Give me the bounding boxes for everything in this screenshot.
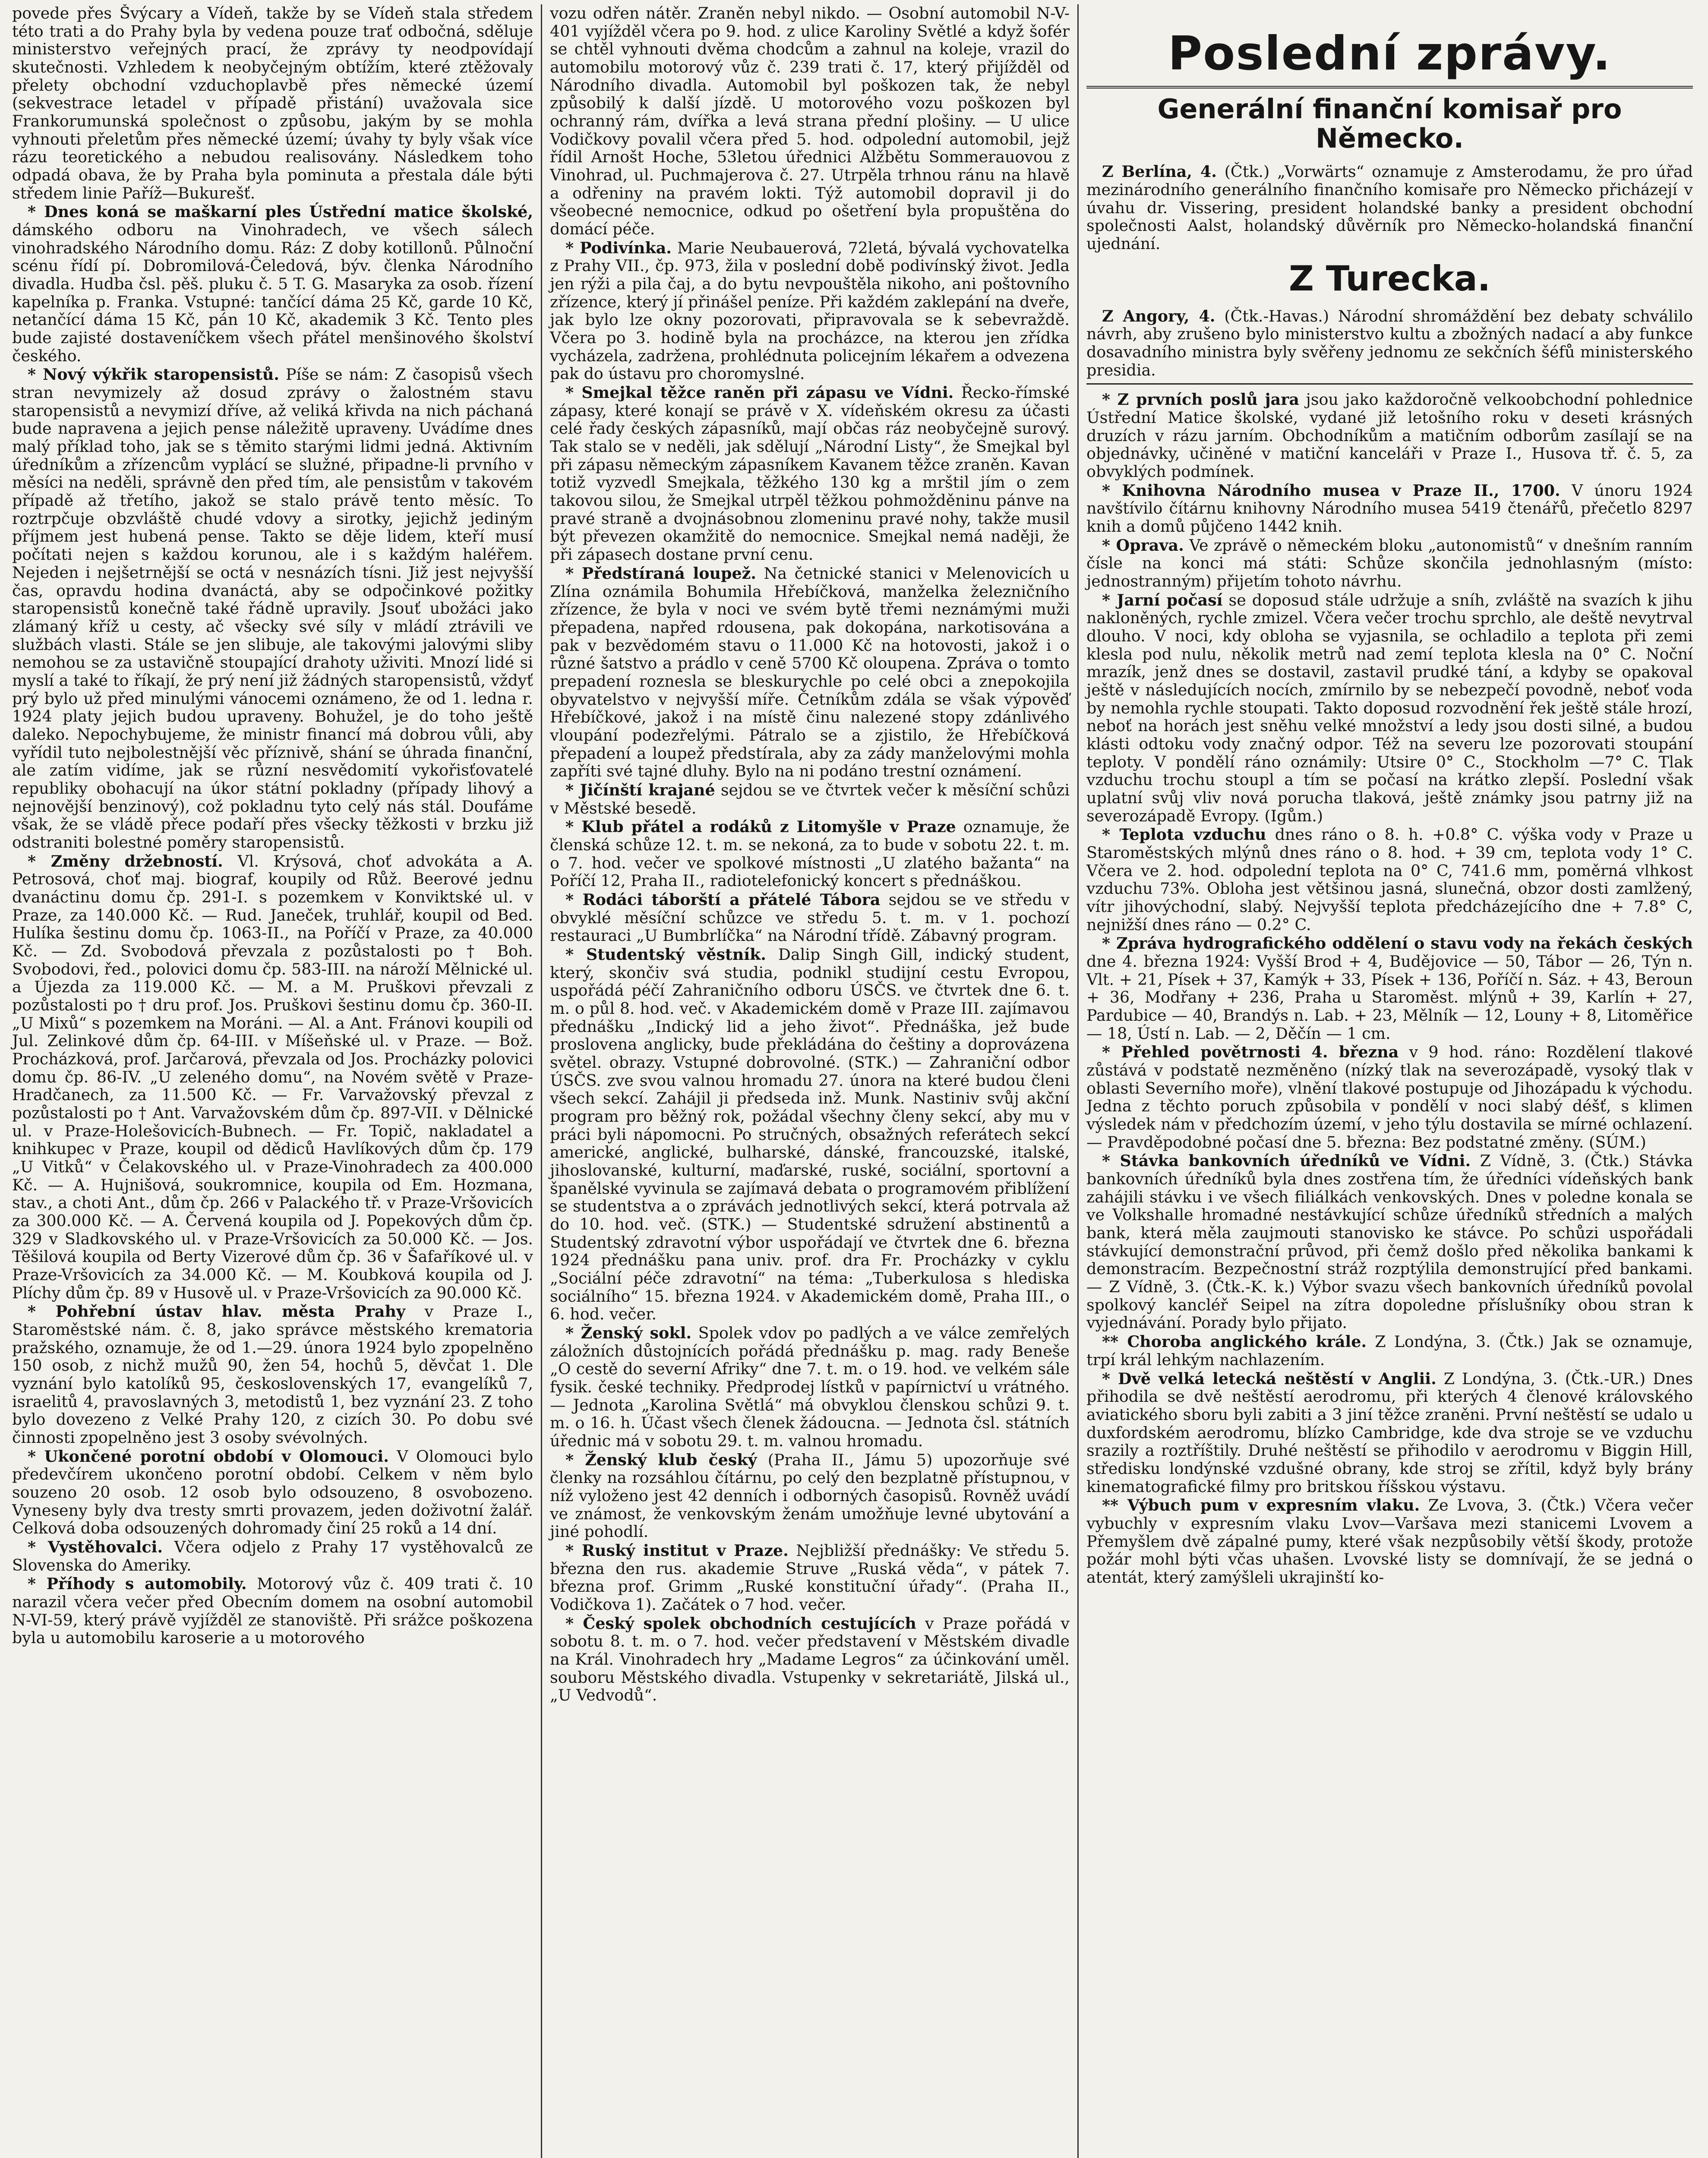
news-text: Dalip Singh Gill, indický student, který, skončiv svá studia, podnikl studijní cestu Evropou, uspořádá péčí Zahraničního odboru ÚSČS. ve čtvrtek dne 6. t. m. o půl 8. hod. več. v Akademickém domě v Praze III. zajímavou přednášku „Indický lid a jeho život“. Přednáška, jež bude proslovena anglicky, bude překládána do češtiny a doprovázena světel. obrazy. Vstupné dobrovolné. (STK.) — Zahraniční odbor ÚSČS. zve svou valnou hromadu 27. února na které budou členi všech sekcí. Zahájil ji předseda inž. Munk. Nastiniv svůj akční program pro běžný rok, požádal všechny členy sekcí, aby mu v práci byli nápomocni. Po stručných, obsažných referátech sekcí americké, anglické, bulharské, dánské, francouzské, italské, jihoslovanské, kulturní, maďarské, ruské, sociální, sportovní a španělské vyvinula se zajímavá debata o programovém přiblížení se studentstva a o zprávách jednotlivých sekcí, která potrvala až do 10. hod. več. (STK.) — Studentské sdružení abstinentů a Studentský zdravotní výbor uspořádají ve čtvrtek dne 6. března 1924 přednášku pana univ. prof. dra Fr. Procházky v cyklu „Sociální péče zdravotní“ na téma: „Tuberkulosa s hlediska sociálního“ 15. března 1924. v Akademickém domě, Praha III., o 6. hod. večer.	[550, 945, 1070, 1324]
news-text: sejdou se ve středu v obvyklé měsíční schůzce ve středu 5. t. m. v 1. pochozí restauraci „U Bumbrlíčka“ na Národní třídě. Zábavný program.	[550, 890, 1070, 945]
news-text: jsou jako každoročně velkoobchodní pohlednice Ústřední Matice školské, vydané již letošního roku v deseti krásných druzích v rázu jarním. Obchodníkům a matičním odborům zasílají se na objednávky, učiněné v matiční kanceláři v Praze I., Husova tř. č. 5, za obvyklých podmínek.	[1086, 390, 1693, 481]
news-heading: * Dnes koná se maškarní ples Ústřední matice školské,	[28, 202, 533, 221]
news-heading: * Přehled povětrnosti 4. března	[1102, 1043, 1399, 1062]
news-text: Ze Lvova, 3. (Čtk.) Včera večer vybuchly v expresním vlaku Lvov—Varšava mezi stanicemi Lvovem a Přemyšlem dvě zápalné pumy, které však nezpůsobily větší škody, protože požár mohl býti včas uhašen. Lvovské listy se domnívají, že se jedná o atentát, který zamýšleli ukrajinští ko-	[1086, 1496, 1693, 1587]
news-paragraph	[550, 239, 1070, 383]
news-text: Píše se nám: Z časopisů všech stran nevymizely až dosud zprávy o žalostném stavu staropensistů a nevymizí dříve, až veliká křivda na nich páchaná bude napravena a jejich pense náležitě upraveny. Uvádíme dnes malý příklad toho, jak se s těmito starými lidmi jedná. Aktivním úředníkům a zřízencům vyplácí se služné, připadne-li prvního v měsíci na neděli, správně den před tím, ale pensistům v takovém případě až třetího, jakož se stalo právě tento měsíc. To roztrpčuje obzvláště chudé vdovy a sirotky, jejichž jediným příjmem jest hubená pense. Takto se děje lidem, kteří musí počítati nejen s každou korunou, ale i s každým haléřem. Nejeden i nejšetrnější se octá v nesnázích tísni. Již jest nejvyšší čas, opravdu hodina dvanáctá, aby se odpočinkové požitky staropensistů konečně také řádně upravily. Jsouť ubožáci jako zlámaný kříž u cesty, ač všecky své síly v mládí ztrávili ve službách vlasti. Stále se jen slibuje, ale takovými jalovými sliby nemohou se za ustavičně stoupající drahoty uživiti. Mnozí lidé si myslí a také to říkají, že prý není již žádných staropensistů, vždyť prý bylo už před minulými vánocemi oznámeno, že od 1. ledna r. 1924 platy jejich budou upraveny. Bohužel, je do toho ještě daleko. Nepochybujeme, že ministr financí má dobrou vůli, aby vyřídil tuto nejbolestnější věc příznivě, shání se úhrada finanční, ale zatím vidíme, jak se různí nesvědomití vykořisťovatelé republiky obohacují na úkor státní pokladny (případy lihový a nejnovější benzinový), což pokladnu tyto celý nás stál. Doufáme však, že se vládě přece podaří přes všecky těžkosti v brzku již odstraniti bolestné poměry staropensistů.	[12, 365, 533, 852]
news-heading: * Ukončené porotní období v Olomouci.	[28, 1447, 389, 1466]
news-heading: * Ženský sokl.	[565, 1324, 691, 1343]
news-text: v Praze pořádá v sobotu 8. t. m. o 7. hod. večer představení v Městském divadle na Král. Vinohradech hry „Madame Legros“ za účinkování uměl. souboru Městského divadla. Vstupenky v sekretariátě, Jilská ul., „U Vedvodů“.	[550, 1614, 1070, 1705]
news-paragraph	[550, 781, 1070, 817]
news-heading: * Zpráva hydrografického oddělení o stavu vody na řekách českých	[1102, 934, 1693, 953]
news-heading: * Jarní počasí	[1102, 590, 1223, 609]
news-heading: * Oprava.	[1102, 536, 1184, 555]
news-paragraph	[1086, 591, 1693, 825]
news-heading: * Pohřební ústav hlav. města Prahy	[28, 1302, 406, 1321]
news-paragraph	[12, 852, 533, 1302]
news-heading: Z Berlína, 4.	[1102, 162, 1217, 181]
newspaper-page	[4, 4, 1701, 2158]
news-text: povede přes Švýcary a Vídeň, takže by se Vídeň stala středem této trati a do Prahy byla by vedena pouze trať odbočná, sděluje ministerstvo veřejných prací, že zprávy ty neodpovídají skutečnosti. Vzhledem k neobyčejným obtížím, které ztěžovaly přelety obchodní vzduchoplavbě přes německé území (sekvestrace letadel v případě přistání) uvažovala sice Frankorumunská společnost o způsobu, jakým by se mohla vyhnouti přeletům přes německé území; úvahy ty byly však více rázu teoretického a nebudou realisovány. Následkem toho odpadá obava, že by Praha byla pominuta a přestala dále býti středem linie Paříž—Bukurešť.	[12, 4, 533, 202]
news-paragraph	[1086, 1152, 1693, 1332]
news-paragraph	[12, 203, 533, 365]
article-germany	[1086, 163, 1693, 252]
news-heading: * Stávka bankovních úředníků ve Vídni.	[1102, 1152, 1471, 1170]
news-text: Z Vídně, 3. (Čtk.) Stávka bankovních úředníků byla dnes zostřena tím, že úředníci vídeňských bank zahájili stávku i ve všech filiálkách venkovských. Dnes v poledne konala se ve Volkshalle hromadné nestávkující schůze úředníků středních a malých bank, která měla zaujmouti stanovisko ke stávce. Po schůzi uspořádali stávkující demonstrační průvod, při čemž došlo před několika bankami k demonstracím. Bezpečnostní stráž rozptýlila demonstrující před bankami. — Z Vídně, 3. (Čtk.-K. k.) Výbor svazu všech bankovních úředníků povolal spolkový kancléř Seipel na zítra dopoledne příslušníky obou stran k vyjednávání. Porady bylo přijato.	[1086, 1152, 1693, 1332]
news-paragraph	[1086, 482, 1693, 536]
article-turkey	[1086, 307, 1693, 379]
column-left	[4, 4, 541, 2158]
news-paragraph	[1086, 307, 1693, 379]
news-text: sejdou se ve čtvrtek večer k měsíční schůzi v Městské besedě.	[550, 780, 1070, 817]
news-paragraph	[12, 366, 533, 851]
news-text: se doposud stále udržuje a sníh, zvláště na svazích k jihu nakloněných, rychle zmizel. Včera večer trochu sprchlo, ale deště nevytrval dlouho. V noci, kdy obloha se vyjasnila, se ochladilo a teplota při zemi klesla pod nulu, několik metrů nad zemí teplota klesla na 0° C. Noční mrazík, jenž dnes se dostavil, zastavil prudké tání, a kdyby se opakoval ještě v následujících nocích, zmírnilo by se nebezpečí povodně, neboť voda by nemohla rychle stoupati. Takto doposud rozvodnění řek ještě stále hrozí, neboť na horách jest sněhu velké množství a ledy jsou dosti silné, a budou klásti odtoku vody značný odpor. Též na severu lze pozorovati stoupání teploty. V pondělí ráno oznámily: Utsire 0° C., Stockholm —7° C. Tlak vzduchu trochu stoupl a tím se počasí na krátko zlepší. Poslední však uplatní svůj vliv nová porucha tlaková, ještě známky jsou patrny již na severozápadě Evropy. (Igům.)	[1086, 590, 1693, 825]
news-heading: * Nový výkřik staropensistů.	[28, 365, 279, 384]
news-text: Motorový vůz č. 409 trati č. 10 narazil včera večer před Obecním domem na osobní automobil N-VI-59, který právě vyjížděl ze stanoviště. Při srážce poškozena byla u automobilu karoserie a u motorového	[12, 1574, 533, 1647]
news-text: Z Londýna, 3. (Čtk.) Jak se oznamuje, trpí král lehkým nachlazením.	[1086, 1332, 1693, 1369]
news-text: dámského odboru na Vinohradech, ve všech sálech vinohradského Národního domu. Ráz: Z doby kotillonů. Půlnoční scénu řídí pí. Dobromilová-Čeledová, býv. členka Národního divadla. Hudba čsl. pěš. pluku č. 5 T. G. Masaryka za osob. řízení kapelníka p. Franka. Vstupné: tančící dáma 25 Kč, garde 10 Kč, netančící dáma 15 Kč, pán 10 Kč, akademik 3 Kč. Tento ples bude zajisté dostaveníčkem všech přátel menšinového školství českého.	[12, 221, 533, 365]
news-paragraph	[1086, 1333, 1693, 1369]
news-paragraph	[1086, 1370, 1693, 1496]
section-divider	[1086, 383, 1693, 385]
news-paragraph	[550, 891, 1070, 945]
news-paragraph	[1086, 391, 1693, 480]
news-heading: * Podivínka.	[565, 238, 672, 257]
news-text: dne 4. března 1924: Vyšší Brod + 4, Budějovice — 50, Tábor — 26, Týn n. Vlt. + 21, Písek + 37, Kamýk + 33, Písek + 136, Poříčí n. Sáz. + 43, Beroun + 36, Modřany + 236, Praha u Staroměst. mlýnů + 39, Karlín + 27, Pardubice — 40, Brandýs n. Lab. + 23, Mělník — 12, Louny + 8, Litoměřice — 18, Ústí n. Lab. — 2, Děčín — 1 cm.	[1086, 952, 1693, 1043]
news-heading: * Dvě velká letecká neštěstí v Anglii.	[1102, 1369, 1436, 1388]
news-heading: Z Angory, 4.	[1102, 306, 1215, 325]
news-paragraph	[12, 1575, 533, 1647]
news-heading: * Klub přátel a rodáků z Litomyšle v Praze	[565, 817, 956, 836]
news-text: V únoru 1924 navštívilo čítárnu knihovny Národního musea 5419 čtenářů, přečetlo 8297 knih a domů půjčeno 1442 knih.	[1086, 481, 1693, 536]
news-text: Vl. Krýsová, choť advokáta a A. Petrosová, choť maj. biograf, koupily od Růž. Beerové jednu dvanáctinu domu čp. 291-I. s pozemkem v Konviktské ul. v Praze, za 140.000 Kč. — Rud. Janeček, truhlář, koupil od Bed. Hulíka šestinu domu čp. 1063-II., na Poříčí v Praze, za 40.000 Kč. — Zd. Svobodová převzala z pozůstalosti po † Boh. Svobodovi, řed., polovici domu čp. 583-III. na nároží Mělnické ul. a Újezda za 119.000 Kč. — M. a M. Pruškovi převzali z pozůstalosti po † dru prof. Jos. Pruškovi šestinu domu čp. 360-II. „U Mixů“ s pozemkem na Moráni. — Al. a Ant. Fránovi koupili od Jul. Zelinkové dům čp. 64-III. v Míšeňské ul. v Praze. — Bož. Procházková, prof. Jarčarová, převzala od Jos. Procházky polovici domu čp. 86-IV. „U zeleného domu“, na Novém světě v Praze-Hradčanech, za 11.500 Kč. — Fr. Varvažovský převzal z pozůstalosti po † Ant. Varvažovském dům čp. 897-VII. v Dělnické ul. v Praze-Holešovicích-Bubnech. — Fr. Topič, nakladatel a knihkupec v Praze, koupil od dědiců Havlíkových dům čp. 179 „U Vitků“ v Čelakovského ul. v Praze-Vinohradech za 400.000 Kč. — A. Hujnišová, soukromnice, koupila od Em. Hozmana, stav., a choti Ant., dům čp. 266 v Palackého tř. v Praze-Vršovicích za 300.000 Kč. — A. Červená koupila od J. Popekových dům čp. 329 v Sladkovského ul. v Praze-Vršovicích za 50.000 Kč. — Jos. Těšilová koupila od Berty Vizerové dům čp. 36 v Šafaříkové ul. v Praze-Vršovicích za 34.000 Kč. — M. Koubková koupila od J. Plíchy dům čp. 89 v Husově ul. v Praze-Vršovicích za 90.000 Kč.	[12, 852, 533, 1302]
news-text: (Praha II., Jámu 5) upozorňuje své členky na rozsáhlou čítárnu, po celý den bezplatně přístupnou, v níž vyloženo jest 42 denních i odborných časopisů. Rovněž uvádí ve známost, že venkovským ženám umožňuje levné ubytování a jiné pohodlí.	[550, 1450, 1070, 1541]
news-text: v 9 hod. ráno: Rozdělení tlakové zůstává v podstatě nezměněno (nízký tlak na severozápadě, vysoký tlak v oblasti Severního moře), vlnění tlakové postupuje od Jihozápadu k východu. Jedna z těchto poruch způsobila v pondělí v noci slabý déšť, s klimen výsledek nám v předchozím území, v jeho týlu dostavila se mírné ochlazení. — Pravděpodobné počasí dne 5. března: Bez podstatné změny. (SÚM.)	[1086, 1043, 1693, 1152]
news-text: Včera odjelo z Prahy 17 vystěhovalců ze Slovenska do Ameriky.	[12, 1538, 533, 1574]
news-paragraph	[12, 1448, 533, 1537]
news-heading: * Rodáci táborští a přátelé Tábora	[565, 890, 881, 909]
news-text: dnes ráno o 8. h. +0.8° C. výška vody v Praze u Staroměstských mlýnů dnes ráno o 8. hod. + 39 cm, teplota vody 1° C. Včera ve 2. hod. odpolední teplota na 0° C, 741.6 mm, poměrná vlhkost vzduchu 73%. Obloha jest většinou jasná, slunečná, obzor dosti zamlžený, vítr jihovýchodní, slabý. Nejvyšší teplota předcházejícího dne + 7.8° C, nejnižší dnes ráno — 0.2° C.	[1086, 825, 1693, 934]
news-paragraph	[550, 565, 1070, 780]
news-text: oznamuje, že členská schůze 12. t. m. se nekoná, za to bude v sobotu 22. t. m. o 7. hod. večer ve spolkové místnosti „U zlatého bažanta“ na Poříčí 12, Praha II., radiotelefonický koncert s přednáškou.	[550, 817, 1070, 890]
news-paragraph	[1086, 826, 1693, 934]
news-paragraph	[550, 4, 1070, 238]
news-heading: * Český spolek obchodních cestujících	[565, 1614, 916, 1633]
section-masthead: Poslední zprávy.	[1168, 27, 1611, 81]
news-text: vozu odřen nátěr. Zraněn nebyl nikdo. — Osobní automobil N-V-401 vyjížděl včera po 9. hod. z ulice Karoliny Světlé a když šofér se chtěl vyhnouti dvěma chodcům a zahnul na koleje, vrazil do automobilu motorový vůz č. 239 trati č. 17, který přijížděl od Národního divadla. Automobil byl poškozen tak, že nebyl způsobilý k další jízdě. U motorového vozu poškozen byl ochranný rám, dvířka a levá strana přední plošiny. — U ulice Vodičkovy povalil včera před 5. hod. odpolední automobil, jejž řídil Arnošt Hoche, 53letou úřednici Alžbětu Sommerauovou z Vinohrad, ul. Puchmajerova č. 27. Utrpěla trhnou ránu na hlavě a odřeniny na pravém lokti. Týž automobil dopravil ji do všeobecné nemocnice, odkud po ošetření byla propuštěna do domácí péče.	[550, 4, 1070, 239]
news-heading: * Předstíraná loupež.	[565, 564, 756, 583]
news-heading: * Z prvních poslů jara	[1102, 390, 1299, 409]
news-text: Na četnické stanici v Melenovicích u Zlína oznámila Bohumila Hřebíčková, manželka železničního zřízence, že byla v noci ve svém bytě třemi neznámými muži přepadena, napřed rdousena, pak dokopána, narkotisována a pak v bezvědomém stavu o 11.000 Kč na hotovosti, jakož i o různé šatstvo a prádlo v ceně 5700 Kč oloupena. Zpráva o tomto prepadení roznesla se bleskurychle po celé obci a znepokojila obyvatelstvo v nejvyšší míře. Četníkům zdála se však výpověď Hřebíčkové, jakož i na místě činu nalezené stopy zdánlivého vloupání podezřelými. Pátralo se a zjistilo, že Hřebíčková přepadení a loupež předstírala, aby za zády manželovými mohla zapříti své tajné dluhy. Bylo na ni podáno trestní oznámení.	[550, 564, 1070, 781]
news-heading: ** Choroba anglického krále.	[1102, 1332, 1367, 1351]
news-paragraph	[550, 946, 1070, 1323]
news-paragraph	[550, 1324, 1070, 1450]
news-paragraph	[550, 384, 1070, 564]
news-paragraph	[12, 4, 533, 202]
headline-germany: Generální finanční komisař pro Německo.	[1157, 93, 1622, 154]
news-paragraph	[1086, 1496, 1693, 1586]
news-heading: * Knihovna Národního musea v Praze II., 1700.	[1102, 481, 1560, 500]
news-text: (Čtk.) „Vorwärts“ oznamuje z Amsterodamu, že pro úřad mezinárodního generálního finančního komisaře pro Německo přicházejí v úvahu dr. Vissering, president holandské banky a president obchodní společnosti Aalst, holandský důvěrník pro Německo-holandská finanční ujednání.	[1086, 162, 1693, 253]
news-text: Ve zprávě o německém bloku „autonomistů“ v dnešním ranním čísle na konci má státi: Schůze skončila jednohlasným (místo: jednostranným) přijetím tohoto návrhu.	[1086, 536, 1693, 590]
news-items	[1086, 391, 1693, 1586]
news-heading: * Smejkal těžce raněn při zápasu ve Vídni.	[565, 383, 954, 402]
news-text: Nejbližší přednášky: Ve středu 5. března den rus. akademie Struve „Ruská věda“, v pátek 7. března prof. Grimm „Ruské konstituční úřady“. (Praha II., Vodičkova 1). Začátek o 7 hod. večer.	[550, 1541, 1070, 1614]
news-paragraph	[1086, 934, 1693, 1042]
news-paragraph	[12, 1303, 533, 1446]
news-paragraph	[550, 1542, 1070, 1614]
news-paragraph	[1086, 163, 1693, 252]
news-heading: * Vystěhovalci.	[28, 1538, 163, 1557]
column-right	[1077, 4, 1701, 2158]
news-text: (Čtk.-Havas.) Národní shromáždění bez debaty schválilo návrh, aby zrušeno bylo ministerstvo kultu a zbožných nadací a aby funkce dosavadního ministra byly svěřeny jednomu ze sekčních šéfů ministerského presidia.	[1086, 306, 1693, 379]
news-paragraph	[1086, 536, 1693, 590]
news-heading: * Změny držebností.	[28, 852, 223, 871]
news-text: v Praze I., Staroměstské nám. č. 8, jako správce městského krematoria pražského, oznamuje, že od 1.—29. února 1924 bylo zpopelněno 150 osob, z nichž mužů 90, žen 54, hochů 5, děvčat 1. Dle vyznání bylo katolíků 95, československých 17, evangelíků 7, israelitů 4, pravoslavných 3, metodistů 1, bez vyznání 23. Z toho bylo dovezeno z Velké Prahy 120, z cizích 30. Po dobu své činnosti zpopelněno jest 3 osoby svévolných.	[12, 1302, 533, 1447]
news-paragraph	[12, 1538, 533, 1574]
news-heading: * Ruský institut v Praze.	[565, 1541, 789, 1560]
column-middle	[541, 4, 1077, 2158]
news-paragraph	[550, 818, 1070, 890]
news-heading: * Ženský klub český	[565, 1450, 757, 1469]
news-heading: * Příhody s automobily.	[28, 1574, 247, 1593]
news-text: Řecko-římské zápasy, které konají se právě v X. vídeňském okresu za účasti celé řady českých zápasníků, mají občas ráz neobyčejně surový. Tak stalo se v neděli, jak sdělují „Národní Listy“, že Smejkal byl při zápasu německým zápasníkem Kavanem těžce zraněn. Kavan totiž vyzvedl Smejkala, těžkého 130 kg a mrštil jím o zem takovou silou, že Smejkal utrpěl těžkou pohmožděninu pánve na pravé straně a dvojnásobnou zlomeninu pravé nohy, takže musil být převezen okamžitě do nemocnice. Smejkal nemá naději, že při zápasech dostane první cenu.	[550, 383, 1070, 564]
news-heading: * Studentský věstník.	[565, 945, 766, 964]
masthead-rule	[1086, 86, 1693, 88]
news-text: Marie Neubauerová, 72letá, bývalá vychovatelka z Prahy VII., čp. 973, žila v poslední době podivínský život. Jedla jen rýži a pila čaj, a do bytu nevpouštěla nikoho, ani poštovního zřízence, který jí přinášel peníze. Při každém zaklepání na dveře, jak bylo lze okny pozorovati, připravovala se k sebevraždě. Včera po 3. hodině byla na procházce, na kterou jen zřídka vycházela, zadržena, prohlédnuta policejním lékařem a odvezena pak do ústavu pro choromyslné.	[550, 238, 1070, 383]
headline-turkey: Z Turecka.	[1288, 258, 1491, 299]
news-paragraph	[550, 1451, 1070, 1541]
news-heading: ** Výbuch pum v expresním vlaku.	[1102, 1496, 1420, 1515]
news-heading: * Jičínští krajané	[565, 780, 715, 799]
news-paragraph	[550, 1615, 1070, 1704]
news-text: V Olomouci bylo předevčírem ukončeno porotní období. Celkem v něm bylo souzeno 20 osob. 12 osob bylo odsouzeno, 8 osvobozeno. Vyneseny byly dva tresty smrti provazem, jeden doživotní žalář. Celková doba odsouzených dohromady činí 25 roků a 14 dní.	[12, 1447, 533, 1538]
news-heading: * Teplota vzduchu	[1102, 825, 1266, 844]
news-paragraph	[1086, 1043, 1693, 1151]
news-text: Spolek vdov po padlých a ve válce zemřelých záložních důstojnících pořádá přednášku p. mag. rady Beneše „O cestě do severní Afriky“ dne 7. t. m. o 19. hod. ve velkém sále fysik. české techniky. Předprodej lístků v papírnictví u vrátného. — Jednota „Karolina Světlá“ má obvyklou členskou schůzi 9. t. m. o 16. h. Účast všech členek žádoucna. — Jednota čsl. státních úřednic má v sobotu 29. t. m. valnou hromadu.	[550, 1324, 1070, 1451]
news-text: Z Londýna, 3. (Čtk.-UR.) Dnes přihodila se dvě neštěstí aerodromu, při kterých 4 členové královského aviatického sboru byli zabiti a 3 jiní těžce zraněni. První neštěstí se udalo u duxfordském aerodromu, blízko Cambridge, kde dva stroje se ve vzduchu srazily a roztříštily. Druhé neštěstí se přihodilo v aerodromu v Biggin Hill, středisku londýnské vzdušné obrany, kde stroj se zřítil, když byly brány kinematografické filmy pro britskou říšskou výstavu.	[1086, 1369, 1693, 1496]
